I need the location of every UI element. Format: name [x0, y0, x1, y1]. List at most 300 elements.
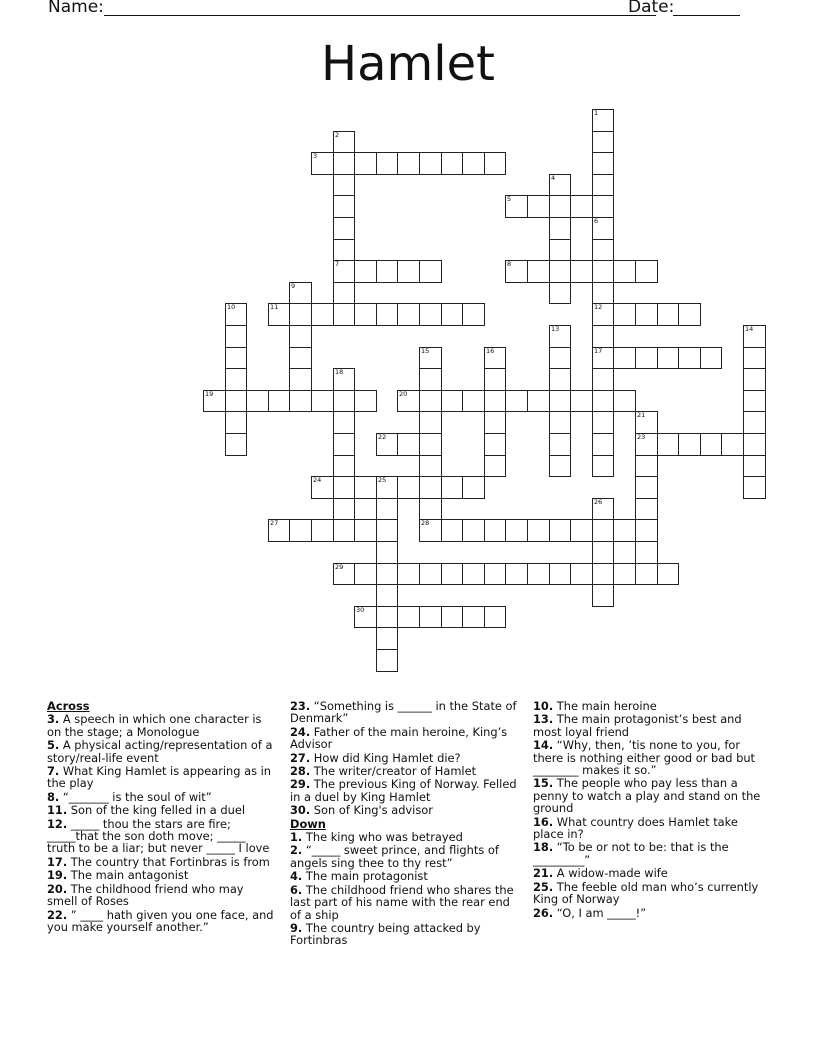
grid-cell[interactable]: [376, 606, 398, 628]
grid-cell[interactable]: [592, 541, 614, 564]
clue-item-number: 17.: [47, 854, 68, 869]
grid-cell[interactable]: [592, 584, 614, 607]
grid-cell[interactable]: [419, 368, 442, 391]
grid-cell[interactable]: [743, 433, 766, 456]
grid-cell[interactable]: [419, 347, 442, 369]
grid-cell[interactable]: [592, 152, 614, 175]
grid-cell[interactable]: [333, 411, 355, 434]
grid-cell[interactable]: [743, 368, 766, 391]
clue-column-1: [47, 700, 275, 934]
grid-cell[interactable]: [678, 347, 701, 369]
grid-cell[interactable]: [354, 260, 377, 283]
grid-cell[interactable]: [592, 174, 614, 196]
grid-cell[interactable]: [613, 563, 636, 585]
clue-item-number: 12.: [47, 816, 68, 831]
grid-cell[interactable]: [397, 563, 420, 585]
grid-cell[interactable]: [592, 239, 614, 261]
grid-cell[interactable]: [570, 563, 593, 585]
grid-cell[interactable]: [354, 563, 377, 585]
grid-cell[interactable]: [441, 152, 463, 175]
clue-item-number: 18.: [533, 840, 554, 855]
clue-item-number: 27.: [290, 750, 311, 765]
grid-cell[interactable]: [484, 563, 506, 585]
grid-cell[interactable]: [289, 390, 312, 412]
clue-number: 24: [313, 476, 322, 484]
grid-cell[interactable]: [333, 368, 355, 391]
clue-number: 8: [507, 260, 512, 268]
grid-cell[interactable]: [419, 563, 442, 585]
clue-item: [533, 816, 771, 841]
grid-cell[interactable]: [743, 325, 766, 348]
grid-cell[interactable]: [333, 563, 355, 585]
grid-cell[interactable]: [635, 303, 658, 326]
grid-cell[interactable]: [289, 368, 312, 391]
grid-cell[interactable]: [376, 303, 398, 326]
grid-cell[interactable]: [441, 563, 463, 585]
clue-number: 10: [227, 303, 236, 311]
grid-cell[interactable]: [376, 152, 398, 175]
clue-number: 17: [594, 347, 603, 355]
grid-cell[interactable]: [397, 303, 420, 326]
grid-cell[interactable]: [225, 347, 247, 369]
grid-cell[interactable]: [678, 303, 701, 326]
clue-item-text: The previous King of Norway. Felled in a duel by King Hamlet: [290, 777, 517, 804]
clue-item-text: A speech in which one character is on the stage; a Monologue: [47, 712, 262, 739]
clue-item-text: A physical acting/representation of a story/real-life event: [47, 738, 273, 765]
grid-cell[interactable]: [376, 433, 398, 456]
grid-cell[interactable]: [333, 498, 355, 520]
grid-cell[interactable]: [592, 325, 614, 348]
grid-cell[interactable]: [592, 519, 614, 542]
clue-number: 13: [551, 325, 560, 333]
clue-item-text: “Something is ______ in the State of Denmark”: [290, 699, 517, 726]
grid-cell[interactable]: [592, 303, 614, 326]
grid-cell[interactable]: [462, 606, 485, 628]
clue-number: 14: [745, 325, 754, 333]
grid-cell[interactable]: [570, 195, 593, 218]
grid-cell[interactable]: [549, 217, 571, 240]
grid-cell[interactable]: [484, 455, 506, 477]
clue-item: [533, 713, 771, 738]
grid-cell[interactable]: [419, 152, 442, 175]
clue-number: 3: [313, 152, 318, 160]
grid-cell[interactable]: [592, 195, 614, 218]
clue-number: 9: [291, 282, 296, 290]
clue-number: 1: [594, 109, 599, 117]
clue-item-number: 16.: [533, 814, 554, 829]
grid-cell[interactable]: [484, 347, 506, 369]
grid-cell[interactable]: [613, 347, 636, 369]
grid-cell[interactable]: [527, 260, 550, 283]
grid-cell[interactable]: [289, 347, 312, 369]
clue-item: [290, 884, 518, 921]
grid-cell[interactable]: [592, 282, 614, 304]
clue-item: [47, 869, 275, 881]
grid-cell[interactable]: [225, 411, 247, 434]
clue-item-number: 13.: [533, 712, 554, 727]
grid-cell[interactable]: [311, 390, 334, 412]
clue-number: 21: [637, 411, 646, 419]
clue-item-text: “To be or not to be: that is the _________”: [533, 840, 729, 867]
clue-item-number: 25.: [533, 879, 554, 894]
grid-cell[interactable]: [462, 390, 485, 412]
grid-cell[interactable]: [311, 476, 334, 499]
clue-item: [533, 777, 771, 814]
clue-item: [533, 700, 771, 712]
clue-item: [47, 713, 275, 738]
date-label: Date:: [628, 0, 675, 17]
grid-cell[interactable]: [592, 260, 614, 283]
clue-item-number: 24.: [290, 724, 311, 739]
grid-cell[interactable]: [549, 174, 571, 196]
clue-item: [533, 881, 771, 906]
grid-cell[interactable]: [592, 563, 614, 585]
grid-cell[interactable]: [462, 563, 485, 585]
grid-cell[interactable]: [246, 390, 269, 412]
grid-cell[interactable]: [635, 476, 658, 499]
grid-cell[interactable]: [354, 519, 377, 542]
grid-cell[interactable]: [225, 368, 247, 391]
clue-item-text: Father of the main heroine, King’s Advisor: [290, 724, 508, 752]
grid-cell[interactable]: [376, 649, 398, 672]
clue-item-number: 10.: [533, 699, 554, 713]
grid-cell[interactable]: [592, 109, 614, 132]
grid-cell[interactable]: [462, 476, 485, 499]
grid-cell[interactable]: [505, 390, 528, 412]
grid-cell[interactable]: [657, 563, 679, 585]
clue-item-text: “_______ is the soul of wit”: [59, 789, 212, 804]
grid-cell[interactable]: [397, 606, 420, 628]
clue-number: 16: [486, 347, 495, 355]
grid-cell[interactable]: [592, 498, 614, 520]
grid-cell[interactable]: [333, 174, 355, 196]
grid-cell[interactable]: [678, 433, 701, 456]
grid-cell[interactable]: [333, 476, 355, 499]
clue-item-text: The childhood friend who may smell of Roses: [47, 881, 244, 909]
clue-item: [47, 909, 275, 934]
grid-cell[interactable]: [441, 606, 463, 628]
grid-cell[interactable]: [549, 239, 571, 261]
grid-cell[interactable]: [592, 455, 614, 477]
clue-item: [290, 778, 518, 803]
grid-cell[interactable]: [570, 260, 593, 283]
grid-cell[interactable]: [635, 347, 658, 369]
grid-cell[interactable]: [419, 390, 442, 412]
grid-cell[interactable]: [333, 282, 355, 304]
grid-cell[interactable]: [657, 303, 679, 326]
grid-cell[interactable]: [549, 347, 571, 369]
grid-cell[interactable]: [592, 131, 614, 153]
clue-item-text: What country does Hamlet take place in?: [533, 814, 738, 842]
clue-item: [533, 867, 771, 879]
grid-cell[interactable]: [549, 455, 571, 477]
clue-item-text: The writer/creator of Hamlet: [310, 764, 477, 779]
grid-cell[interactable]: [549, 260, 571, 283]
grid-cell[interactable]: [592, 217, 614, 240]
grid-cell[interactable]: [376, 476, 398, 499]
clue-item: [47, 791, 275, 803]
clue-item-number: 8.: [47, 789, 60, 804]
grid-cell[interactable]: [635, 433, 658, 456]
grid-cell[interactable]: [549, 325, 571, 348]
grid-cell[interactable]: [700, 433, 722, 456]
grid-cell[interactable]: [743, 476, 766, 499]
grid-cell[interactable]: [484, 606, 506, 628]
clue-item-number: 4.: [290, 869, 303, 884]
clue-number: 12: [594, 303, 603, 311]
grid-cell[interactable]: [613, 519, 636, 542]
grid-cell[interactable]: [397, 433, 420, 456]
grid-cell[interactable]: [419, 260, 442, 283]
grid-cell[interactable]: [592, 411, 614, 434]
grid-cell[interactable]: [635, 563, 658, 585]
clue-item-text: The childhood friend who shares the last part of his name with the rear end of a ship: [290, 882, 514, 922]
clue-number: 11: [270, 303, 279, 311]
grid-cell[interactable]: [592, 390, 614, 412]
grid-cell[interactable]: [462, 519, 485, 542]
grid-cell[interactable]: [462, 152, 485, 175]
grid-cell[interactable]: [635, 541, 658, 564]
clue-item: [290, 804, 518, 816]
grid-cell[interactable]: [311, 152, 334, 175]
grid-cell[interactable]: [441, 303, 463, 326]
grid-cell[interactable]: [505, 195, 528, 218]
grid-cell[interactable]: [484, 433, 506, 456]
grid-cell[interactable]: [397, 260, 420, 283]
clue-item: [290, 831, 518, 843]
grid-cell[interactable]: [549, 368, 571, 391]
grid-cell[interactable]: [333, 390, 355, 412]
clue-item: [47, 818, 275, 855]
grid-cell[interactable]: [419, 498, 442, 520]
grid-cell[interactable]: [743, 347, 766, 369]
grid-cell[interactable]: [592, 347, 614, 369]
grid-cell[interactable]: [311, 519, 334, 542]
grid-cell[interactable]: [419, 433, 442, 456]
clue-item-number: 7.: [47, 764, 60, 779]
clue-item-text: The feeble old man who’s currently King of Norway: [533, 879, 759, 907]
grid-cell[interactable]: [333, 152, 355, 175]
grid-cell[interactable]: [333, 519, 355, 542]
grid-cell[interactable]: [289, 519, 312, 542]
grid-cell[interactable]: [549, 563, 571, 585]
grid-cell[interactable]: [743, 390, 766, 412]
grid-cell[interactable]: [225, 303, 247, 326]
grid-cell[interactable]: [354, 606, 377, 628]
clue-item: [47, 883, 275, 908]
grid-cell[interactable]: [289, 282, 312, 304]
clue-item-text: How did King Hamlet die?: [310, 750, 461, 765]
grid-cell[interactable]: [333, 195, 355, 218]
grid-cell[interactable]: [268, 519, 290, 542]
grid-cell[interactable]: [505, 260, 528, 283]
grid-cell[interactable]: [225, 325, 247, 348]
clue-item: [290, 726, 518, 751]
clue-item-text: The main protagonist’s best and most loyal friend: [533, 712, 742, 739]
clue-number: 28: [421, 519, 430, 527]
clue-number: 23: [637, 433, 646, 441]
grid-cell[interactable]: [657, 433, 679, 456]
grid-cell[interactable]: [333, 217, 355, 240]
grid-cell[interactable]: [376, 627, 398, 650]
grid-cell[interactable]: [354, 303, 377, 326]
grid-cell[interactable]: [549, 195, 571, 218]
grid-cell[interactable]: [700, 347, 722, 369]
clue-item-number: 23.: [290, 699, 311, 713]
grid-cell[interactable]: [376, 519, 398, 542]
grid-cell[interactable]: [549, 519, 571, 542]
grid-cell[interactable]: [505, 563, 528, 585]
grid-cell[interactable]: [527, 195, 550, 218]
clue-item: [533, 907, 771, 919]
clue-item-text: ” ____ hath given you one face, and you make yourself another.”: [47, 907, 274, 934]
grid-cell[interactable]: [419, 455, 442, 477]
grid-cell[interactable]: [419, 411, 442, 434]
grid-cell[interactable]: [354, 390, 377, 412]
grid-cell[interactable]: [549, 411, 571, 434]
clue-number: 18: [335, 368, 344, 376]
grid-cell[interactable]: [635, 260, 658, 283]
grid-cell[interactable]: [721, 433, 744, 456]
clue-item-text: What King Hamlet is appearing as in the play: [47, 764, 272, 791]
clue-item-text: _____ thou the stars are fire; _____that the son doth move; _____ truth to be a liar; but never _____ I love: [47, 816, 270, 856]
grid-cell[interactable]: [225, 433, 247, 456]
clue-number: 5: [507, 195, 512, 203]
grid-cell[interactable]: [376, 541, 398, 564]
grid-cell[interactable]: [333, 260, 355, 283]
grid-cell[interactable]: [613, 260, 636, 283]
grid-cell[interactable]: [462, 303, 485, 326]
grid-cell[interactable]: [484, 519, 506, 542]
grid-cell[interactable]: [527, 519, 550, 542]
grid-cell[interactable]: [419, 303, 442, 326]
grid-cell[interactable]: [549, 433, 571, 456]
grid-cell[interactable]: [549, 282, 571, 304]
grid-cell[interactable]: [376, 584, 398, 607]
grid-cell[interactable]: [613, 390, 636, 412]
clue-item-text: “_____ sweet prince, and flights of angels sing thee to thy rest”: [290, 843, 499, 870]
grid-cell[interactable]: [289, 325, 312, 348]
grid-cell[interactable]: [354, 476, 377, 499]
grid-cell[interactable]: [635, 411, 658, 434]
grid-cell[interactable]: [549, 390, 571, 412]
clue-number: 2: [335, 131, 340, 139]
clue-number: 7: [335, 260, 340, 268]
grid-cell[interactable]: [441, 519, 463, 542]
grid-cell[interactable]: [527, 563, 550, 585]
grid-cell[interactable]: [657, 347, 679, 369]
grid-cell[interactable]: [635, 455, 658, 477]
clue-item-number: 19.: [47, 868, 68, 883]
grid-cell[interactable]: [333, 131, 355, 153]
grid-cell[interactable]: [376, 498, 398, 520]
grid-cell[interactable]: [268, 390, 290, 412]
grid-cell[interactable]: [441, 390, 463, 412]
grid-cell[interactable]: [592, 433, 614, 456]
clue-item-number: 30.: [290, 803, 311, 818]
clue-item-number: 9.: [290, 920, 303, 935]
clue-number: 27: [270, 519, 279, 527]
clue-item: [47, 856, 275, 868]
grid-cell[interactable]: [333, 433, 355, 456]
clue-item: [290, 752, 518, 764]
grid-cell[interactable]: [397, 476, 420, 499]
grid-cell[interactable]: [333, 455, 355, 477]
grid-cell[interactable]: [635, 519, 658, 542]
clues-heading: Down: [290, 816, 326, 831]
grid-cell[interactable]: [311, 303, 334, 326]
grid-cell[interactable]: [613, 303, 636, 326]
clue-item-text: The king who was betrayed: [302, 830, 463, 845]
clue-item-number: 21.: [533, 866, 554, 881]
clue-item: [47, 804, 275, 816]
grid-cell[interactable]: [484, 390, 506, 412]
grid-cell[interactable]: [268, 303, 290, 326]
grid-cell[interactable]: [484, 368, 506, 391]
clue-item-text: The main protagonist: [302, 869, 428, 884]
grid-cell[interactable]: [743, 411, 766, 434]
grid-cell[interactable]: [397, 390, 420, 412]
clue-number: 19: [205, 390, 214, 398]
clue-item-number: 22.: [47, 907, 68, 922]
grid-cell[interactable]: [570, 390, 593, 412]
clue-number: 26: [594, 498, 603, 506]
grid-cell[interactable]: [289, 303, 312, 326]
grid-cell[interactable]: [743, 455, 766, 477]
grid-cell[interactable]: [376, 260, 398, 283]
clue-number: 29: [335, 563, 344, 571]
clue-item-number: 1.: [290, 830, 303, 845]
clue-item-number: 14.: [533, 738, 554, 753]
grid-cell[interactable]: [397, 152, 420, 175]
grid-cell[interactable]: [570, 519, 593, 542]
grid-cell[interactable]: [333, 239, 355, 261]
clue-column-3: [533, 700, 771, 920]
grid-cell[interactable]: [505, 519, 528, 542]
clue-number: 6: [594, 217, 599, 225]
clue-item-number: 5.: [47, 738, 60, 753]
grid-cell[interactable]: [419, 519, 442, 542]
clue-item-number: 20.: [47, 881, 68, 896]
grid-cell[interactable]: [635, 498, 658, 520]
clue-number: 4: [551, 174, 556, 182]
clue-item-text: The country being attacked by Fortinbras: [290, 920, 481, 948]
grid-cell[interactable]: [484, 152, 506, 175]
grid-cell[interactable]: [419, 476, 442, 499]
clue-item-text: The country that Fortinbras is from: [67, 854, 270, 869]
clue-item-number: 3.: [47, 712, 60, 727]
grid-cell[interactable]: [376, 563, 398, 585]
grid-cell[interactable]: [441, 476, 463, 499]
grid-cell[interactable]: [527, 390, 550, 412]
grid-cell[interactable]: [203, 390, 226, 412]
clue-item-number: 11.: [47, 803, 68, 818]
clue-number: 30: [356, 606, 365, 614]
clue-item-number: 2.: [290, 843, 303, 858]
grid-cell[interactable]: [354, 152, 377, 175]
grid-cell[interactable]: [333, 303, 355, 326]
clue-item-text: “Why, then, ’tis none to you, for there is nothing either good or bad but ________ makes it so.”: [533, 738, 756, 778]
clue-item-number: 29.: [290, 777, 311, 792]
clue-number: 25: [378, 476, 387, 484]
clue-item-number: 15.: [533, 776, 554, 791]
grid-cell[interactable]: [484, 411, 506, 434]
grid-cell[interactable]: [419, 606, 442, 628]
grid-cell[interactable]: [592, 368, 614, 391]
clue-item-number: 6.: [290, 882, 303, 897]
clue-item: [290, 844, 518, 869]
grid-cell[interactable]: [225, 390, 247, 412]
